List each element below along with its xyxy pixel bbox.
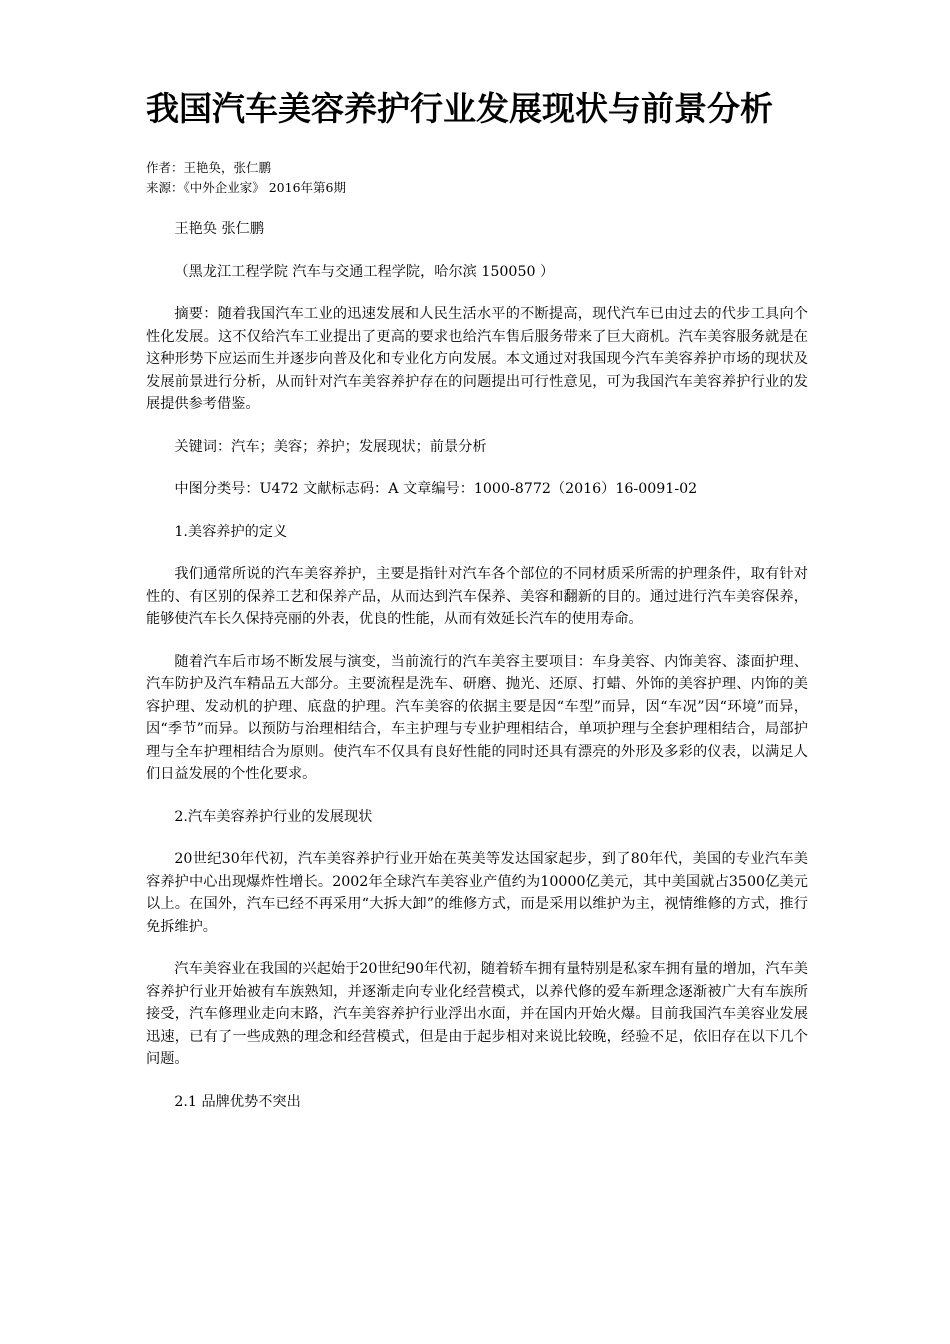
section-heading-2-1: 2.1 品牌优势不突出 bbox=[174, 1093, 301, 1110]
section1-paragraph-2: 随着汽车后市场不断发展与演变，当前流行的汽车美容主要项目：车身美容、内饰美容、漆面护理、汽车防护及汽车精品五大部分。主要流程是洗车、研磨、抛光、还原、打蜡、外饰的美容护理、内饰的美容护理、发动机的护理、底盘的护理。汽车美容的依据主要是因“车型”而异，因“车况”因“环境”而异，因“季节”而异。以预防与治理相结合，车主护理与专业护理相结合，单项护理与全套护理相结合，局部护理与全车护理相结合为原则。使汽车不仅具有良好性能的同时还具有漂亮的外形及多彩的仪表，以满足人们日益发展的个性化要求。 bbox=[146, 653, 808, 782]
section2-paragraph-1: 20世纪30年代初，汽车美容养护行业开始在英美等发达国家起步，到了80年代，美国的专业汽车美容养护中心出现爆炸性增长。2002年全球汽车美容业产值约为10000亿美元，其中美国就占3500亿美元以上。在国外，汽车已经不再采用“大拆大卸”的维修方式，而是采用以维护为主，视情维修的方式，推行免拆维护。 bbox=[146, 851, 808, 935]
document-page bbox=[146, 86, 808, 1133]
classification: 中图分类号：U472 文献标志码：A 文章编号：1000-8772（2016）16-0091-02 bbox=[174, 481, 698, 497]
abstract: 摘要：随着我国汽车工业的迅速发展和人民生活水平的不断提高，现代汽车已由过去的代步工具向个性化发展。这不仅给汽车工业提出了更高的要求也给汽车售后服务带来了巨大商机。汽车美容服务就是在这种形势下应运而生并逐步向普及化和专业化方向发展。本文通过对我国现今汽车美容养护市场的现状及发展前景进行分析，从而针对汽车美容养护存在的问题提出可行性意见，可为我国汽车美容养护行业的发展提供参考借鉴。 bbox=[146, 306, 808, 412]
section-heading-1: 1.美容养护的定义 bbox=[174, 523, 288, 540]
authors: 王艳奂 张仁鹏 bbox=[174, 221, 265, 237]
source-line: 来源：《中外企业家》 2016年第6期 bbox=[146, 180, 346, 195]
section1-paragraph-1: 我们通常所说的汽车美容养护，主要是指针对汽车各个部位的不同材质采所需的护理条件，取有针对性的、有区别的保养工艺和保养产品，从而达到汽车保养、美容和翻新的目的。通过进行汽车美容保养，能够使汽车长久保持亮丽的外表，优良的性能，从而有效延长汽车的使用寿命。 bbox=[146, 566, 808, 627]
section-heading-2: 2.汽车美容养护行业的发展现状 bbox=[174, 808, 373, 825]
article-body bbox=[146, 218, 808, 1113]
keywords: 关键词：汽车；美容；养护；发展现状；前景分析 bbox=[174, 438, 487, 455]
author-line: 作者：王艳奂，张仁鹏 bbox=[146, 160, 272, 175]
affiliation: （黑龙江工程学院 汽车与交通工程学院，哈尔滨 150050 ） bbox=[174, 263, 555, 280]
article-title: 我国汽车美容养护行业发展现状与前景分析 bbox=[146, 89, 773, 128]
section2-paragraph-2: 汽车美容业在我国的兴起始于20世纪90年代初，随着轿车拥有量特别是私家车拥有量的增加，汽车美容养护行业开始被有车族熟知，并逐渐走向专业化经营模式，以养代修的爱车新理念逐渐被广大有车族所接受，汽车修理业走向末路，汽车美容养护行业浮出水面，并在国内开始火爆。目前我国汽车美容业发展迅速，已有了一些成熟的理念和经营模式，但是由于起步相对来说比较晚，经验不足，依旧存在以下几个问题。 bbox=[146, 961, 808, 1067]
article-meta bbox=[146, 158, 808, 198]
